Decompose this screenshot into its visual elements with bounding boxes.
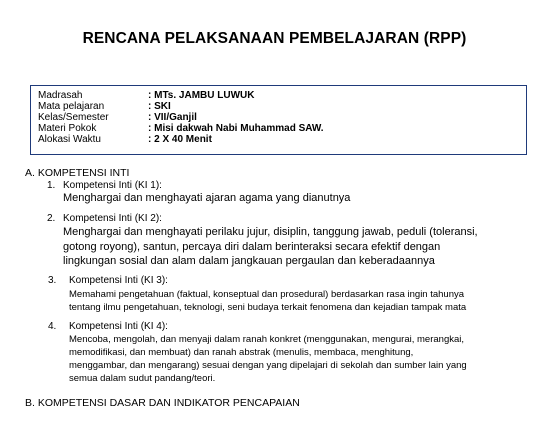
info-value: : SKI	[148, 101, 171, 112]
ki-number: 1.	[47, 180, 56, 191]
ki-text-line: Menghargai dan menghayati perilaku jujur, disiplin, tanggung jawab, peduli (toleransi,	[63, 226, 478, 238]
info-label: Madrasah	[38, 90, 83, 101]
ki-text-line: menggambar, dan mengarang) sesuai dengan yang dipelajari di sekolah dan sumber lain yang	[69, 360, 467, 371]
ki-heading: Kompetensi Inti (KI 2):	[63, 213, 162, 224]
info-value: : Misi dakwah Nabi Muhammad SAW.	[148, 123, 324, 134]
ki-text-line: lingkungan sosial dan alam dalam jangkauan pergaulan dan keberadaannya	[63, 255, 435, 267]
info-value: : MTs. JAMBU LUWUK	[148, 90, 255, 101]
ki-text-line: tentang ilmu pengetahuan, teknologi, seni budaya terkait fenomena dan kejadian tampak mata	[69, 302, 467, 313]
ki-text-line: Menghargai dan menghayati ajaran agama yang dianutnya	[63, 192, 351, 204]
section-a-heading: A. KOMPETENSI INTI	[25, 167, 130, 179]
ki-heading: Kompetensi Inti (KI 1):	[63, 180, 162, 191]
ki-text	[69, 288, 466, 314]
ki-number: 2.	[47, 213, 56, 224]
info-label: Materi Pokok	[38, 123, 97, 134]
ki-text	[69, 333, 467, 385]
ki-text-line: Mencoba, mengolah, dan menyaji dalam ranah konkret (menggunakan, mengurai, merangkai,	[69, 334, 465, 345]
section-b-heading: B. KOMPETENSI DASAR DAN INDIKATOR PENCAPAIAN	[25, 397, 300, 409]
ki-text-line: Memahami pengetahuan (faktual, konseptual dan prosedural) berdasarkan rasa ingin tahunya	[69, 289, 465, 300]
ki-text-line: semua dalam sudut pandang/teori.	[69, 373, 216, 384]
ki-heading: Kompetensi Inti (KI 4):	[69, 321, 168, 332]
info-label: Mata pelajaran	[38, 101, 105, 112]
info-label: Kelas/Semester	[38, 112, 109, 123]
ki-heading: Kompetensi Inti (KI 3):	[69, 275, 168, 286]
ki-text	[63, 191, 350, 206]
info-value: : VII/Ganjil	[148, 112, 197, 123]
info-box	[30, 85, 527, 155]
ki-number: 3.	[48, 275, 57, 286]
ki-text-line: memodifikasi, dan membuat) dan ranah abstrak (menulis, membaca, menghitung,	[69, 347, 414, 358]
ki-number: 4.	[48, 321, 57, 332]
document-title: RENCANA PELAKSANAAN PEMBELAJARAN (RPP)	[82, 30, 467, 47]
info-value: : 2 X 40 Menit	[148, 134, 212, 145]
info-label: Alokasi Waktu	[38, 134, 101, 145]
ki-text-line: gotong royong), santun, percaya diri dalam berinteraksi secara efektif dengan	[63, 240, 441, 253]
ki-text	[63, 225, 478, 269]
